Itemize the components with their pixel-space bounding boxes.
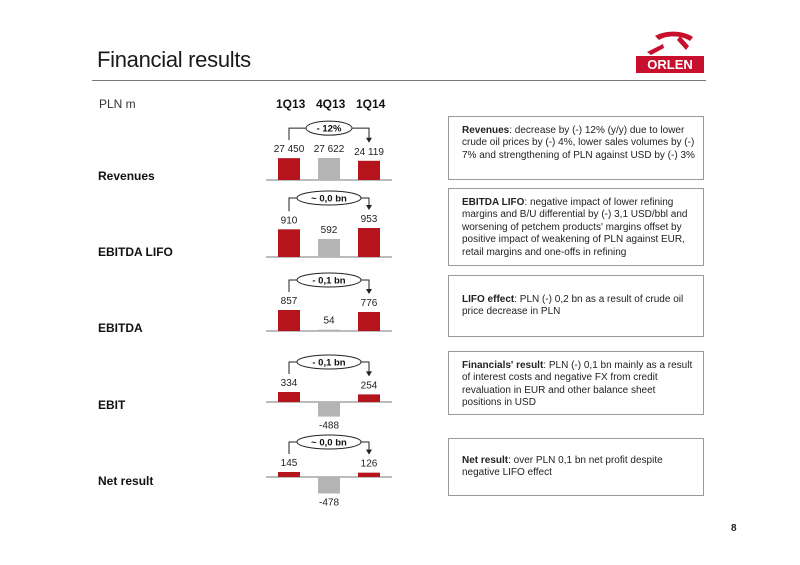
arrow-head-ebitda [366, 289, 372, 294]
comment-box-ebitda-lifo [448, 188, 704, 266]
row-label-ebit: EBIT [98, 398, 126, 412]
bar-net-result-1 [278, 472, 300, 477]
comment-box-lifo-effect [448, 275, 704, 337]
comment-text: : PLN (-) 0,1 bn mainly as a result of interest costs and negative FX from credit revaluation in EUR and other balance sheet positions in USD [462, 360, 693, 409]
bar-ebit-1 [278, 392, 300, 402]
value-label-net-result-2: -478 [318, 497, 340, 509]
value-label-ebitda-lifo-2: 592 [320, 224, 338, 236]
arrow-head-net-result [366, 450, 372, 455]
comment-box-financials [448, 351, 704, 415]
unit-label: PLN m [99, 97, 136, 111]
quarter-header-2: 4Q13 [316, 97, 346, 111]
value-label-ebitda-lifo-1: 910 [280, 215, 298, 227]
comment-title: EBITDA LIFO [462, 197, 525, 208]
row-label-revenues: Revenues [98, 169, 155, 183]
bar-net-result-2 [318, 477, 340, 493]
value-label-ebitda-2: 54 [323, 315, 335, 327]
arrow-head-ebit [366, 371, 372, 376]
row-label-net-result: Net result [98, 474, 154, 488]
page-title: Financial results [97, 47, 251, 72]
quarter-header-3: 1Q14 [356, 97, 386, 111]
comment-text: : negative impact of lower refining margins and B/U differential by (-) 3,1 USD/bbl and worsening of petchem products' margins offset by positive impact of weakening of PLN against EUR, retail margins and one-offs in refining [462, 197, 688, 258]
value-label-revenues-3: 24 119 [354, 146, 384, 158]
change-label-revenues: - 12% [316, 123, 342, 135]
value-label-ebitda-1: 857 [280, 296, 298, 307]
bar-revenues-1 [278, 158, 300, 180]
bar-ebit-2 [318, 402, 340, 417]
value-label-ebitda-3: 776 [360, 297, 378, 309]
comment-title: Net result [462, 455, 509, 466]
page-number: 8 [731, 523, 737, 534]
logo-text: ORLEN [647, 57, 693, 72]
change-label-ebit: - 0,1 bn [312, 357, 346, 369]
value-label-net-result-3: 126 [360, 458, 378, 470]
arrow-head-revenues [366, 138, 372, 143]
value-label-revenues-1: 27 450 [273, 144, 305, 156]
comment-title: Financials' result [462, 360, 544, 371]
comment-title: LIFO effect [462, 294, 515, 305]
value-label-ebitda-lifo-3: 953 [360, 214, 378, 225]
comment-box-revenues [448, 116, 704, 180]
row-label-ebitda-lifo: EBITDA LIFO [98, 245, 173, 259]
bar-ebitda-lifo-2 [318, 239, 340, 257]
value-label-net-result-1: 145 [280, 458, 298, 469]
bar-ebitda-3 [358, 312, 380, 331]
comment-text: : PLN (-) 0,2 bn as a result of crude oil price decrease in PLN [462, 294, 684, 318]
comment-box-net-result [448, 438, 704, 496]
value-label-ebit-2: -488 [318, 420, 340, 432]
row-label-ebitda: EBITDA [98, 321, 143, 335]
bar-ebitda-lifo-1 [278, 229, 300, 257]
bar-net-result-3 [358, 473, 380, 477]
value-label-ebit-1: 334 [280, 378, 298, 389]
quarter-header-1: 1Q13 [276, 97, 306, 111]
bar-ebitda-1 [278, 310, 300, 331]
change-label-ebitda: - 0,1 bn [312, 275, 346, 287]
bar-ebitda-2 [318, 330, 340, 331]
bar-revenues-3 [358, 161, 380, 180]
bar-ebit-3 [358, 394, 380, 402]
change-label-ebitda-lifo: ~ 0,0 bn [311, 193, 347, 205]
value-label-ebit-3: 254 [360, 380, 378, 392]
comment-text: : decrease by (-) 12% (y/y) due to lower crude oil prices by (-) 4%, lower sales volumes by (-) 7% and strengthening of PLN against USD by (-) 3% [462, 125, 695, 161]
bar-ebitda-lifo-3 [358, 228, 380, 257]
change-label-net-result: ~ 0,0 bn [311, 437, 347, 449]
bar-revenues-2 [318, 158, 340, 180]
comment-text: : over PLN 0,1 bn net profit despite negative LIFO effect [462, 455, 663, 479]
value-label-revenues-2: 27 622 [313, 144, 345, 155]
comment-title: Revenues [462, 125, 510, 136]
arrow-head-ebitda-lifo [366, 205, 372, 210]
